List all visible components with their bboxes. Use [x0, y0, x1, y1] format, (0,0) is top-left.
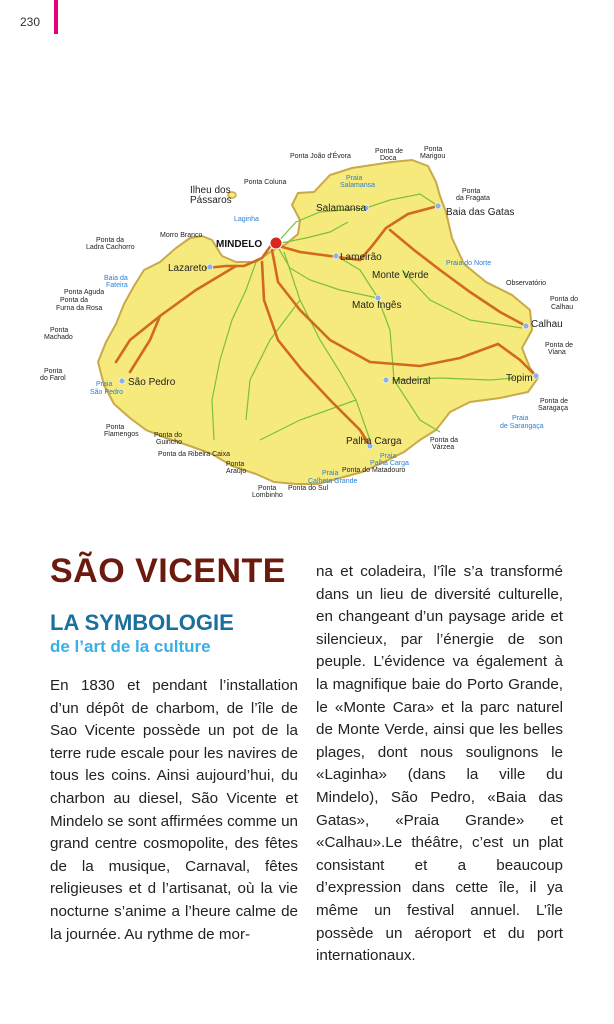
island-map: [0, 130, 614, 515]
svg-text:Doca: Doca: [380, 155, 397, 162]
svg-text:Praia: Praia: [380, 453, 397, 460]
svg-text:Morro Branco: Morro Branco: [160, 232, 203, 239]
svg-text:Ponta: Ponta: [226, 461, 245, 468]
label-ilheu-line2: Pássaros: [190, 195, 232, 206]
page-accent-bar: [54, 0, 58, 34]
page-number: 230: [20, 15, 41, 29]
svg-text:Ponta do: Ponta do: [550, 296, 579, 303]
svg-text:Praia: Praia: [322, 470, 339, 477]
article-column-left: En 1830 et pendant l’installation d’un dépôt de charbom, de l’île de Sao Vicente possède un pot de la terre rude escale pour les navires de tous les coins. Ainsi aujourd’hui, du charbon au diesel, São Vicente et Mindelo se sont affirmées comme un grand centre cosmopolite, des fêtes de la musique, Carnaval, fêtes religieuses et d l’artisanat, où la vie nocturne s’anime a l’heure calme de la journée. Au rythme de mor-: [50, 677, 298, 943]
svg-text:Marigou: Marigou: [420, 153, 446, 160]
label-palha-carga: Palha Carga: [346, 436, 402, 447]
svg-text:Guincho: Guincho: [156, 439, 183, 446]
article-title: SÃO VICENTE: [50, 552, 286, 590]
label-monte-verde: Monte Verde: [372, 270, 429, 281]
svg-text:Ponta de: Ponta de: [375, 148, 404, 155]
label-lazareto: Lazareto: [168, 263, 207, 274]
article-column-right: na et coladeira, l’île s’a transformé dans un lieu de diversité culturelle, en changeant d’un paysage aride et silencieux, par l’énergie de son peuple. L’évidence va également à la magnifique baie do Porto Grande, le «Monte Cara» et la parc naturel de Monte Verde, ainsi que les belles plages, dont nous soulignons le «Laginha» (dans la ville du Mindelo), São Pedro, «Baia das Gatas», «Praia Grande» et «Calhau».Le théâtre, c’est un plat consistant et a beaucoup d’expression dans cette île, il ya même un festival annuel. L’île possède un aéroport et du port internationaux.: [316, 563, 563, 965]
svg-text:de Sarangaça: de Sarangaça: [500, 423, 544, 430]
label-ilheu-line1: Ilheu dos: [190, 185, 231, 196]
svg-text:Ponta: Ponta: [424, 146, 443, 153]
svg-text:Laginha: Laginha: [234, 216, 259, 223]
svg-text:São Pedro: São Pedro: [90, 389, 124, 396]
svg-text:Saragaça: Saragaça: [538, 405, 568, 412]
svg-text:Ponta: Ponta: [258, 485, 277, 492]
svg-text:Furna da Rosa: Furna da Rosa: [56, 305, 103, 312]
svg-text:Praia: Praia: [346, 175, 363, 182]
svg-text:Ponta de: Ponta de: [545, 342, 574, 349]
label-mato-inges: Mato Ingês: [352, 300, 402, 311]
label-mindelo: MINDELO: [216, 239, 263, 250]
svg-text:Observatório: Observatório: [506, 280, 547, 287]
svg-text:Ponta: Ponta: [462, 188, 481, 195]
svg-text:Ponta do Sul: Ponta do Sul: [288, 485, 329, 492]
svg-text:Palha Carga: Palha Carga: [370, 460, 409, 467]
svg-text:Lombinho: Lombinho: [252, 492, 283, 499]
svg-text:da Fragata: da Fragata: [456, 195, 490, 202]
svg-text:Salamansa: Salamansa: [340, 182, 376, 189]
svg-text:Ponta Coluna: Ponta Coluna: [244, 179, 287, 186]
svg-text:Ponta Aguda: Ponta Aguda: [64, 289, 105, 296]
svg-text:Flamengos: Flamengos: [104, 431, 139, 438]
svg-text:Ponta da: Ponta da: [96, 237, 125, 244]
svg-text:Ponta João d'Évora: Ponta João d'Évora: [290, 153, 351, 160]
svg-text:Calheta Grande: Calheta Grande: [308, 478, 358, 485]
svg-text:Viana: Viana: [548, 349, 566, 356]
svg-text:Araújo: Araújo: [226, 468, 247, 475]
svg-text:Praia: Praia: [512, 415, 529, 422]
svg-text:Ponta do: Ponta do: [154, 432, 183, 439]
label-lameirao: Lameirão: [340, 252, 382, 263]
svg-text:Machado: Machado: [44, 334, 73, 341]
mindelo-capital-marker: [270, 237, 282, 249]
svg-text:Ponta do Matadouro: Ponta do Matadouro: [342, 467, 406, 474]
label-baia-das-gatas: Baia das Gatas: [446, 207, 515, 218]
svg-text:Ponta da Ribeira Caixa: Ponta da Ribeira Caixa: [158, 451, 230, 458]
label-salamansa: Salamansa: [316, 203, 367, 214]
svg-text:Fateira: Fateira: [106, 282, 128, 289]
svg-text:Ponta de: Ponta de: [540, 398, 569, 405]
label-sao-pedro: São Pedro: [128, 377, 176, 388]
svg-text:Calhau: Calhau: [551, 304, 574, 311]
svg-text:Ponta: Ponta: [44, 368, 63, 375]
svg-text:Praia: Praia: [96, 381, 113, 388]
svg-text:Ladra Cachorro: Ladra Cachorro: [86, 244, 135, 251]
article-subtitle: LA SYMBOLOGIE: [50, 610, 234, 635]
article-subtitle-secondary: de l’art de la culture: [50, 637, 211, 656]
svg-text:Várzea: Várzea: [432, 444, 455, 451]
svg-text:Ponta: Ponta: [106, 424, 125, 431]
label-calhau: Calhau: [531, 319, 563, 330]
svg-text:Ponta da: Ponta da: [430, 437, 459, 444]
svg-text:Ponta: Ponta: [50, 327, 69, 334]
svg-text:Baia da: Baia da: [104, 275, 128, 282]
svg-text:do Farol: do Farol: [40, 375, 66, 382]
label-topim: Topim: [506, 373, 533, 384]
label-madeiral: Madeiral: [392, 376, 431, 387]
svg-text:Praia do Norte: Praia do Norte: [446, 260, 492, 267]
svg-text:Ponta da: Ponta da: [60, 297, 89, 304]
